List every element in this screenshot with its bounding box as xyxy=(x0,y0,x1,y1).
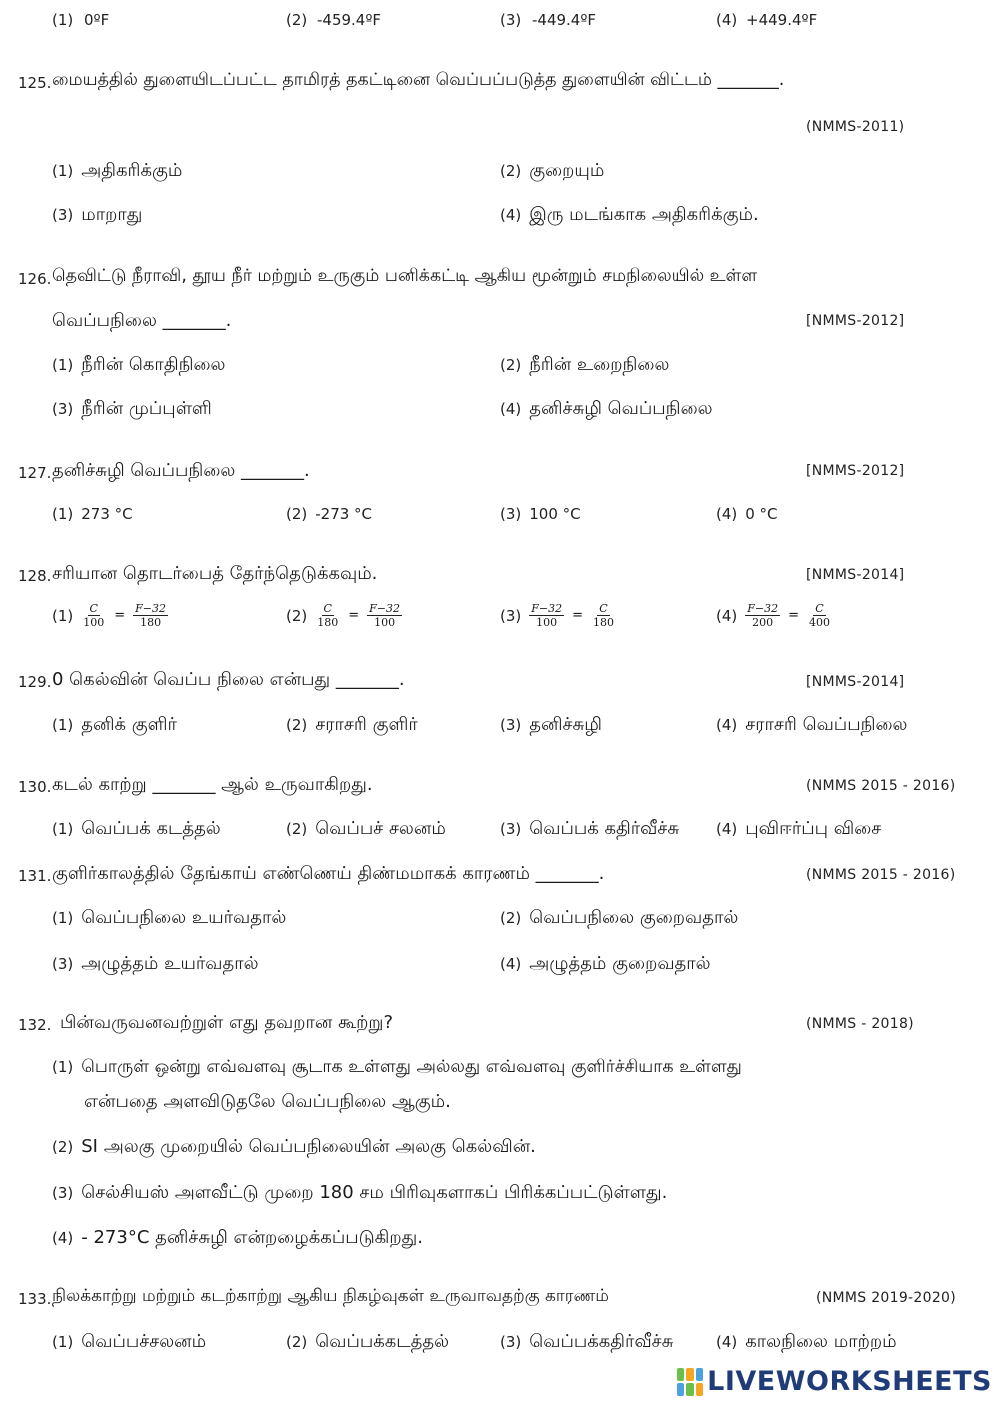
option-1-continued: என்பதை அளவிடுதலே வெப்பநிலை ஆகும். xyxy=(84,1091,451,1112)
option-number: (4) xyxy=(716,11,738,29)
option-number: (1) xyxy=(52,11,74,29)
formula xyxy=(745,602,832,629)
option-3[interactable]: (3) செல்சியஸ் அளவீட்டு முறை 180 சம பிரிவுகளாகப் பிரிக்கப்பட்டுள்ளது. xyxy=(52,1182,668,1203)
option-3[interactable]: (3) மாறாது xyxy=(52,204,143,225)
option-4[interactable]: (4) இரு மடங்காக அதிகரிக்கும். xyxy=(500,204,759,225)
exam-source: [NMMS-2012] xyxy=(806,313,905,329)
formula xyxy=(81,602,168,629)
option-4[interactable]: (4) - 273°C தனிச்சுழி என்றழைக்கப்படுகிறது. xyxy=(52,1227,424,1248)
question-text: குளிர்காலத்தில் தேங்காய் எண்ணெய் திண்மமாகக் காரணம் _______. xyxy=(52,863,605,884)
fraction: $\frac{F-32}{100}$ xyxy=(369,602,401,629)
option-1[interactable]: (1) $\frac{C}{100}$ = $\frac{F-32}{180}$ xyxy=(52,602,167,629)
equals-sign: = xyxy=(572,608,584,623)
option-text: 0ºF xyxy=(84,11,110,29)
question-text: பின்வருவனவற்றுள் எது தவறான கூற்று? xyxy=(60,1012,394,1033)
fraction: $\frac{F-32}{200}$ xyxy=(747,602,779,629)
fraction: $\frac{F-32}{180}$ xyxy=(135,602,167,629)
liveworksheets-logo-icon xyxy=(677,1368,703,1396)
question-text: மையத்தில் துளையிடப்பட்ட தாமிரத் தகட்டினை வெப்பப்படுத்த துளையின் விட்டம் _______. xyxy=(52,70,785,90)
option-4[interactable]: (4) தனிச்சுழி வெப்பநிலை xyxy=(500,398,713,419)
option-4[interactable]: (4) அழுத்தம் குறைவதால் xyxy=(500,953,711,974)
option-2[interactable]: (2) குறையும் xyxy=(500,160,605,181)
option-4[interactable]: (4) 0 °C xyxy=(716,505,778,523)
exam-source: (NMMS 2015 - 2016) xyxy=(806,778,956,794)
option-number: (2) xyxy=(286,11,308,29)
option-2[interactable]: (2) வெப்பக்கடத்தல் xyxy=(286,1331,450,1352)
option-text: -449.4ºF xyxy=(532,11,597,29)
exam-source: (NMMS - 2018) xyxy=(806,1016,914,1032)
question-text-continued: வெப்பநிலை _______. xyxy=(52,310,232,331)
question-text: கடல் காற்று _______ ஆல் உருவாகிறது. xyxy=(52,774,373,795)
option-4[interactable]: (4) புவிஈர்ப்பு விசை xyxy=(716,818,882,839)
option-1[interactable]: (1) அதிகரிக்கும் xyxy=(52,160,183,181)
option-3[interactable]: (3) 100 °C xyxy=(500,505,581,523)
fraction: $\frac{C}{400}$ xyxy=(809,602,831,629)
question-number: 129. xyxy=(18,673,52,691)
question-text: 0 கெல்வின் வெப்ப நிலை என்பது _______. xyxy=(52,669,405,690)
exam-source: [NMMS-2014] xyxy=(806,567,905,583)
option-1[interactable]: (1) பொருள் ஒன்று எவ்வளவு சூடாக உள்ளது அல்லது எவ்வளவு குளிர்ச்சியாக உள்ளது xyxy=(52,1057,742,1077)
option-1[interactable]: (1) நீரின் கொதிநிலை xyxy=(52,354,226,375)
exam-source: (NMMS 2019-2020) xyxy=(816,1290,957,1306)
question-text: தனிச்சுழி வெப்பநிலை _______. xyxy=(52,460,310,481)
question-number: 130. xyxy=(18,778,52,796)
option-3[interactable]: (3) $\frac{F-32}{100}$ = $\frac{C}{180}$ xyxy=(500,602,615,629)
liveworksheets-logo[interactable] xyxy=(677,1366,992,1397)
option-3[interactable]: (3) நீரின் முப்புள்ளி xyxy=(52,398,212,419)
question-number: 127. xyxy=(18,464,52,482)
question-number: 125. xyxy=(18,74,52,92)
fraction: $\frac{C}{180}$ xyxy=(317,602,339,629)
exam-source: (NMMS-2011) xyxy=(806,119,905,135)
question-number: 126. xyxy=(18,270,52,288)
question-text: நிலக்காற்று மற்றும் கடற்காற்று ஆகிய நிகழ்வுகள் உருவாவதற்கு காரணம் xyxy=(52,1286,609,1306)
option-number: (3) xyxy=(500,11,522,29)
fraction: $\frac{C}{100}$ xyxy=(83,602,105,629)
equals-sign: = xyxy=(114,608,126,623)
option-1[interactable]: (1) வெப்பக் கடத்தல் xyxy=(52,818,221,839)
question-number: 128. xyxy=(18,567,52,585)
question-number: 133. xyxy=(18,1290,52,1308)
option-4[interactable]: (4) $\frac{F-32}{200}$ = $\frac{C}{400}$ xyxy=(716,602,831,629)
option-3[interactable]: (3) அழுத்தம் உயர்வதால் xyxy=(52,953,259,974)
option-3[interactable]: (3) வெப்பக் கதிர்வீச்சு xyxy=(500,818,680,839)
formula xyxy=(529,602,616,629)
option-4[interactable]: (4) சராசரி வெப்பநிலை xyxy=(716,714,908,735)
exam-source: (NMMS 2015 - 2016) xyxy=(806,867,956,883)
equals-sign: = xyxy=(348,608,360,623)
option-3[interactable]: (3) தனிச்சுழி xyxy=(500,714,602,735)
equals-sign: = xyxy=(788,608,800,623)
option-4[interactable]: (4) காலநிலை மாற்றம் xyxy=(716,1331,897,1352)
option-1[interactable]: (1) வெப்பநிலை உயர்வதால் xyxy=(52,907,287,928)
option-2[interactable]: (2) சராசரி குளிர் xyxy=(286,714,418,735)
option-2[interactable]: (2) SI அலகு முறையில் வெப்பநிலையின் அலகு கெல்வின். xyxy=(52,1136,536,1157)
question-text: தெவிட்டு நீராவி, தூய நீர் மற்றும் உருகும் பனிக்கட்டி ஆகிய மூன்றும் சமநிலையில் உள்ள xyxy=(52,266,758,286)
option-text: -459.4ºF xyxy=(317,11,382,29)
option-1[interactable]: (1) வெப்பச்சலனம் xyxy=(52,1331,207,1352)
option-2[interactable]: (2) வெப்பநிலை குறைவதால் xyxy=(500,907,739,928)
fraction: $\frac{F-32}{100}$ xyxy=(531,602,563,629)
option-1[interactable]: (1) 273 °C xyxy=(52,505,133,523)
exam-source: [NMMS-2012] xyxy=(806,463,905,479)
option-2[interactable]: (2) வெப்பச் சலனம் xyxy=(286,818,446,839)
exam-source: [NMMS-2014] xyxy=(806,674,905,690)
option-text: +449.4ºF xyxy=(746,11,818,29)
liveworksheets-logo-text: LIVEWORKSHEETS xyxy=(707,1366,992,1397)
option-2[interactable]: (2) -273 °C xyxy=(286,505,373,523)
formula xyxy=(315,602,402,629)
option-2[interactable]: (2) நீரின் உறைநிலை xyxy=(500,354,670,375)
option-1[interactable]: (1) தனிக் குளிர் xyxy=(52,714,177,735)
fraction: $\frac{C}{180}$ xyxy=(593,602,615,629)
option-3[interactable]: (3) வெப்பக்கதிர்வீச்சு xyxy=(500,1331,674,1352)
question-text: சரியான தொடர்பைத் தேர்ந்தெடுக்கவும். xyxy=(52,563,378,584)
question-number: 131. xyxy=(18,867,52,885)
option-2[interactable]: (2) $\frac{C}{180}$ = $\frac{F-32}{100}$ xyxy=(286,602,401,629)
question-number: 132. xyxy=(18,1016,52,1034)
